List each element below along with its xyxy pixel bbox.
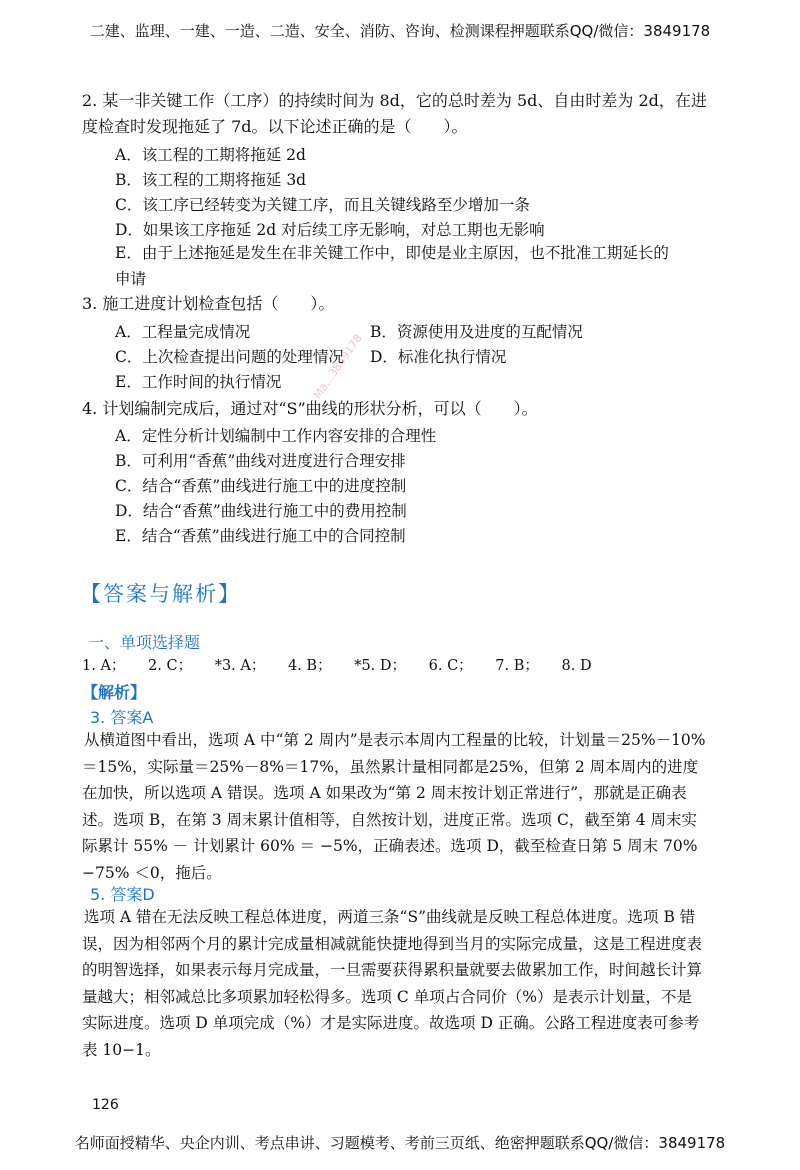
answer-key: [82, 654, 610, 675]
answer-5-explanation: 选项 A 错在无法反映工程总体进度，两道三条“S”曲线就是反映工程总体进度。选项 B 错误，因为相邻两个月的累计完成量相减就能快捷地得到当月的实际完成量，这是工程进度表的明智选择，如果表示每月完成量，一旦需要获得累积量就要去做累加工作，时间越长计算量越大；相邻减总比多项累加轻松得多。选项 C 单项占合同价（%）是表示计划量，不是实际进度。选项 D 单项完成（%）才是实际进度。故选项 D 正确。公路工程进度表可参考表 10−1。: [82, 908, 703, 1059]
answer-4: 4. B；: [287, 658, 332, 674]
page-number: 126: [92, 1097, 119, 1113]
question-3-option-c: C．上次检查提出问题的处理情况: [115, 348, 344, 366]
question-4-option-a: A．定性分析计划编制中工作内容安排的合理性: [115, 427, 437, 445]
header-banner: 二建、监理、一建、一造、二造、安全、消防、咨询、检测课程押题联系QQ/微信：3849178: [89, 22, 711, 40]
question-3-option-b: B．资源使用及进度的互配情况: [370, 323, 583, 341]
answer-8: 8. D: [561, 658, 592, 674]
question-4-stem: 4. 计划编制完成后，通过对“S”曲线的形状分析，可以（ ）。: [82, 399, 538, 418]
question-3-option-e: E．工作时间的执行情况: [115, 373, 282, 391]
question-2-stem: 2. 某一非关键工作（工序）的持续时间为 8d，它的总时差为 5d、自由时差为 2d，在进度检查时发现拖延了 7d。以下论述正确的是（ ）。: [82, 91, 707, 136]
watermark: Ma...3849178: [310, 331, 365, 402]
analysis-label: 【解析】: [82, 683, 147, 702]
question-4-option-d: D．结合“香蕉”曲线进行施工中的费用控制: [115, 502, 407, 520]
answer-3-explanation: 从横道图中看出，选项 A 中“第 2 周内”是表示本周内工程量的比较，计划量＝25%－10%＝15%，实际量＝25%－8%＝17%，虽然累计量相同都是25%，但第 2 周本周内的进度在加快，所以选项 A 错误。选项 A 如果改为“第 2 周末按计划正常进行”，那就是正确表述。选项 B，在第 3 周末累计值相等，自然按计划，进度正常。选项 C，截至第 4 周末实际累计 55% － 计划累计 60% ＝ −5%，正确表述。选项 D，截至检查日第 5 周末 70%−75% ＜0，拖后。: [82, 731, 706, 882]
question-2-option-b: B．该工程的工期将拖延 3d: [115, 171, 307, 189]
single-choice-heading: 一、单项选择题: [88, 633, 201, 652]
question-4-option-b: B．可利用“香蕉”曲线对进度进行合理安排: [115, 452, 406, 470]
question-2-option-e: E．由于上述拖延是发生在非关键工作中，即使是业主原因，也不批准工期延长的申请: [115, 244, 669, 288]
answer-2: 2. C；: [148, 658, 193, 674]
question-3-stem: 3. 施工进度计划检查包括（ ）。: [82, 294, 335, 313]
answer-section-title: 【答案与解析】: [80, 582, 241, 606]
answer-3: *3. A；: [214, 658, 266, 674]
answer-5-heading: 5. 答案D: [90, 885, 155, 904]
question-3-option-d: D．标准化执行情况: [370, 348, 507, 366]
question-2-option-c: C．该工序已经转变为关键工序，而且关键线路至少增加一条: [115, 196, 530, 214]
question-2-option-a: A．该工程的工期将拖延 2d: [115, 146, 306, 164]
footer-banner: 名师面授精华、央企内训、考点串讲、习题模考、考前三页纸、绝密押题联系QQ/微信：3849178: [74, 1134, 726, 1152]
answer-1: 1. A；: [82, 658, 126, 674]
answer-5: *5. D；: [354, 658, 407, 674]
answer-7: 7. B；: [495, 658, 539, 674]
question-4-option-c: C．结合“香蕉”曲线进行施工中的进度控制: [115, 477, 407, 495]
answer-3-heading: 3. 答案A: [90, 708, 154, 727]
question-2-option-d: D．如果该工序拖延 2d 对后续工序无影响，对总工期也无影响: [115, 221, 545, 239]
question-4-option-e: E．结合“香蕉”曲线进行施工中的合同控制: [115, 527, 406, 545]
answer-6: 6. C；: [428, 658, 473, 674]
question-3-option-a: A．工程量完成情况: [115, 323, 251, 341]
